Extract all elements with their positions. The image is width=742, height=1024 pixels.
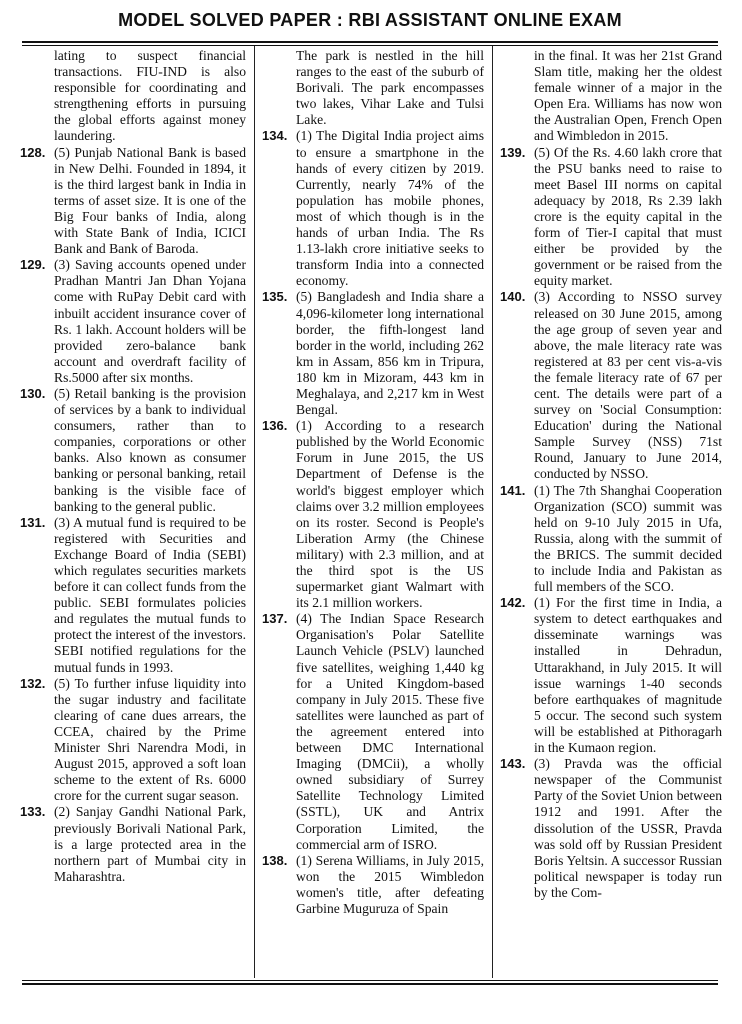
answer-entry [262,611,484,852]
answer-text: (5) Retail banking is the provision of services by a bank to individual consumers, rather than to companies, corporations or other banks. Also known as consumer banking or personal banking, retail banking is the visible face of banking to the general public. [54,385,246,514]
answer-text: (1) The 7th Shanghai Cooperation Organization (SCO) summit was held on 9-10 July 2015 in Ufa, Russia, along with the summit of the BRICS. The summit decided to include India and Pakistan as full members of the SCO. [534,482,722,595]
question-number: 135. [262,289,288,305]
question-number: 142. [500,595,526,611]
question-number: 134. [262,128,288,144]
answer-entry [262,289,484,418]
answer-entry [500,595,722,756]
answer-text: (3) A mutual fund is required to be registered with Securities and Exchange Board of India (SEBI) which regulates securities markets before it can collect funds from the public. SEBI formulates policies and regulates the mutual funds to protect the interest of the investors. SEBI notified regulations for the mutual funds in 1993. [54,514,246,675]
answer-text: (3) According to NSSO survey released on 30 June 2015, among the age group of seven year and above, the male literacy rate was registered at 83 per cent vis-a-vis the female literacy rate of 67 per cent. The details were part of a survey on 'Social Consumption: Education' during the National Sample Survey (NSS) 71st Round, January to June 2014, conducted by NSSO. [534,289,722,482]
footer-rule [22,980,718,981]
question-number: 130. [20,385,46,401]
answer-text: (5) Of the Rs. 4.60 lakh crore that the PSU banks need to raise to meet Basel III norms on capital adequacy by 2018, Rs 2.39 lakh crore is the equity capital in the form of Tier-I capital that must either be provided by the government or be raised from the equity market. [534,144,722,289]
column-3 [500,48,722,901]
answer-text: (5) To further infuse liquidity into the sugar industry and facilitate clearing of cane dues arrears, the CCEA, chaired by the Prime Minister Shri Narendra Modi, in August 2015, approved a soft loan scheme to the extent of Rs. 6000 crore for the current sugar season. [54,675,246,804]
answer-text: (1) For the first time in India, a system to detect earthquakes and disseminate warnings was installed in Dehradun, Uttarakhand, in July 2015. It will issue warnings 1-40 seconds before earthquakes of magnitude 5 occur. The second such system will be established at Pithoragarh in the Kumaon region. [534,595,722,756]
answer-entry [262,853,484,917]
answer-entry [20,804,246,884]
column-2 [262,48,484,917]
question-number: 133. [20,804,46,820]
question-number: 139. [500,144,526,160]
answer-entry [20,257,246,386]
footer-rule-thick [22,983,718,985]
answer-text: The park is nestled in the hill ranges to the east of the suburb of Borivali. The park encompasses two lakes, Vihar Lake and Tulsi Lake. [296,48,484,128]
column-divider-2 [492,46,493,978]
header-rule [22,41,718,43]
question-number: 143. [500,756,526,772]
answer-entry [20,515,246,676]
question-number: 132. [20,675,46,691]
answer-text: (1) The Digital India project aims to ensure a smartphone in the hands of every citizen by 2019. Currently, nearly 74% of the population has mobile phones, most of which though is in the hands of urban India. The Rs 1.13-lakh crore initiative seeks to transform India into a connected economy. [296,128,484,289]
question-number: 138. [262,852,288,868]
answer-text: (1) Serena Williams, in July 2015, won the 2015 Wimbledon women's title, after defeating Garbine Muguruza of Spain [296,852,484,916]
answer-entry [500,756,722,901]
answer-text: in the final. It was her 21st Grand Slam title, making her the oldest female winner of a major in the Open Era. Williams has now won the Australian Open, French Open and Wimbledon in 2015. [534,48,722,144]
column-divider-1 [254,46,255,978]
answer-text: (5) Bangladesh and India share a 4,096-kilometer long international border, the fifth-longest land border in the world, including 262 km in Assam, 856 km in Tripura, 180 km in Mizoram, 443 km in Meghalaya, and 2,217 km in West Bengal. [296,289,484,418]
question-number: 131. [20,514,46,530]
answer-text: (4) The Indian Space Research Organisation's Polar Satellite Launch Vehicle (PSLV) launched five satellites, weighing 1,440 kg for a United Kingdom-based company in July 2015. These five satellites were launched as part of the agreement entered into between DMC International Imaging (DMCii), a wholly owned subsidiary of Surrey Satellite Technology Limited (SSTL), UK and Antrix Corporation Limited, the commercial arm of ISRO. [296,611,484,852]
answer-entry [262,418,484,611]
answer-entry [262,128,484,289]
page-header: MODEL SOLVED PAPER : RBI ASSISTANT ONLINE EXAM [118,10,622,30]
answer-text: (1) According to a research published by the World Economic Forum in June 2015, the US Department of Defense is the world's biggest employer which claims over 3.2 million employees on its roster. Second is People's Liberation Army (the Chinese military) with 2.3 million, and at the third spot is the US supermarket giant Walmart with its 2.1 million workers. [296,418,484,611]
question-number: 136. [262,418,288,434]
question-number: 129. [20,257,46,273]
answer-entry [500,483,722,596]
answer-entry [20,386,246,515]
answer-continuation [500,48,722,145]
column-1 [20,48,246,885]
answer-text: (2) Sanjay Gandhi National Park, previously Borivali National Park, is a large protected area in the northern part of Mumbai city in Maharashtra. [54,804,246,884]
question-number: 128. [20,144,46,160]
answer-entry [20,676,246,805]
header-rule-thin [22,45,718,46]
answer-continuation [262,48,484,128]
answer-text: (5) Punjab National Bank is based in New Delhi. Founded in 1894, it is the third largest bank in India in terms of asset size. It is one of the Big Four banks of India, along with State Bank of India, ICICI Bank and Bank of Baroda. [54,144,246,257]
answer-text: (3) Saving accounts opened under Pradhan Mantri Jan Dhan Yojana come with RuPay Debit card with inbuilt accident insurance cover of Rs. 1 lakh. Account holders will be provided zero-balance bank account and overdraft facility of Rs.5000 after six months. [54,257,246,385]
question-number: 137. [262,611,288,627]
answer-entry [500,145,722,290]
question-number: 141. [500,482,526,498]
answer-entry [20,145,246,258]
answer-continuation [20,48,246,145]
answer-text: lating to suspect financial transactions. FIU-IND is also responsible for coordinating and strengthening efforts in pursuing the global efforts against money laundering. [54,48,246,144]
answer-entry [500,289,722,482]
answer-text: (3) Pravda was the official newspaper of the Communist Party of the Soviet Union between 1912 and 1991. After the dissolution of the USSR, Pravda was sold off by Russian President Boris Yeltsin. A successor Russian political newspaper is today run by the Com- [534,756,722,900]
question-number: 140. [500,289,526,305]
